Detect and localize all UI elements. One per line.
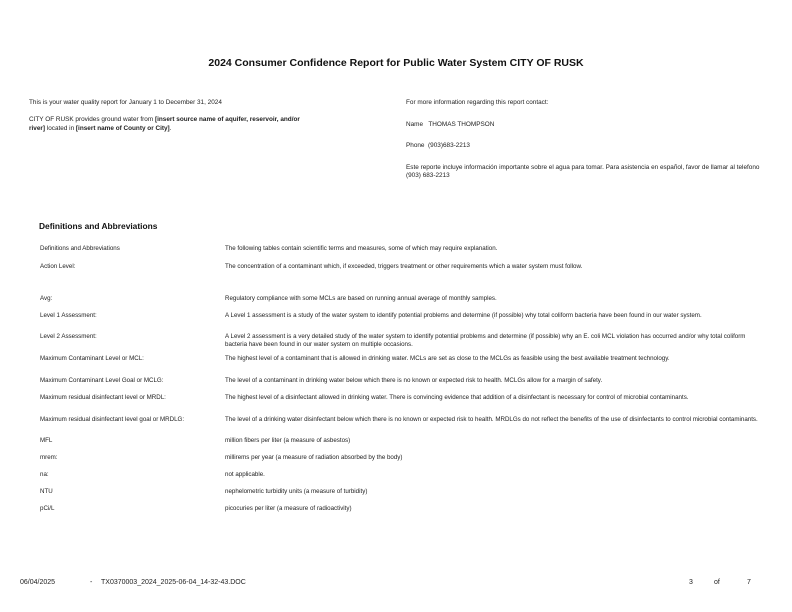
footer-page-total: 7 bbox=[747, 579, 751, 586]
definition-term: MFL bbox=[40, 437, 53, 444]
definition-desc: A Level 2 assessment is a very detailed study of the water system to identify potential problems and determine (if possible) why an E. coli MCL violation has occurred and/or why total coliform bacteria have been found in our water system on multiple occasions. bbox=[225, 333, 746, 349]
water-source-statement bbox=[29, 116, 309, 133]
definition-desc: nephelometric turbidity units (a measure of turbidity) bbox=[225, 488, 368, 495]
definition-desc: The level of a drinking water disinfectant below which there is no known or expected risk to health. MRDLGs do not reflect the benefits of the use of disinfectants to control microbial contaminants. bbox=[225, 416, 758, 423]
definition-term: Maximum Contaminant Level or MCL: bbox=[40, 355, 144, 362]
definition-term: Maximum Contaminant Level Goal or MCLG: bbox=[40, 377, 164, 384]
intro-section bbox=[29, 99, 329, 142]
definition-desc: The level of a contaminant in drinking water below which there is no known or expected risk to health. MCLGs allow for a margin of safety. bbox=[225, 377, 603, 384]
definition-desc: The highest level of a disinfectant allowed in drinking water. There is convincing evidence that addition of a disinfectant is necessary for control of microbial contaminants. bbox=[225, 394, 689, 401]
footer-separator: - bbox=[90, 579, 93, 586]
source-mid: located in bbox=[45, 124, 76, 132]
definition-term: Action Level: bbox=[40, 263, 76, 270]
definition-term: mrem: bbox=[40, 454, 58, 461]
definition-term: Maximum residual disinfectant level goal or MRDLG: bbox=[40, 416, 185, 423]
footer-of: of bbox=[714, 579, 720, 586]
source-placeholder: [insert source name of aquifer, reservoir, and/or river] bbox=[29, 116, 300, 132]
footer-date: 06/04/2025 bbox=[20, 579, 56, 586]
definition-term: Avg: bbox=[40, 295, 53, 302]
spanish-notice: Este reporte incluye información importante sobre el agua para tomar. Para asistencia en español, favor de llamar al telefono (903) 683-2213 bbox=[406, 163, 760, 180]
contact-heading: For more information regarding this report contact: bbox=[406, 99, 549, 106]
definition-desc: millirems per year (a measure of radiation absorbed by the body) bbox=[225, 454, 403, 461]
definition-desc: not applicable. bbox=[225, 471, 265, 478]
definition-desc: Regulatory compliance with some MCLs are based on running annual average of monthly samples. bbox=[225, 295, 497, 302]
page-title: 2024 Consumer Confidence Report for Public Water System CITY OF RUSK bbox=[208, 57, 584, 69]
definition-term: Definitions and Abbreviations bbox=[40, 245, 120, 252]
source-suffix: . bbox=[169, 124, 172, 132]
definition-term: pCi/L bbox=[40, 505, 55, 512]
footer-page-number: 3 bbox=[689, 579, 693, 586]
definition-desc: A Level 1 assessment is a study of the water system to identify potential problems and determine (if possible) why total coliform bacteria have been found in our water system. bbox=[225, 312, 702, 319]
phone-value: (903)683-2213 bbox=[428, 142, 470, 150]
name-label: Name bbox=[406, 120, 424, 128]
contact-section bbox=[406, 99, 776, 189]
name-value: THOMAS THOMPSON bbox=[428, 120, 495, 128]
footer-filename: TX0370003_2024_2025-06-04_14-32-43.DOC bbox=[101, 579, 246, 586]
definition-term: Level 1 Assessment: bbox=[40, 312, 97, 319]
contact-phone bbox=[406, 142, 776, 151]
definition-term: Level 2 Assessment: bbox=[40, 333, 97, 340]
definition-desc: million fibers per liter (a measure of asbestos) bbox=[225, 437, 351, 444]
phone-label: Phone bbox=[406, 142, 425, 150]
definition-term: na: bbox=[40, 471, 49, 478]
source-prefix: CITY OF RUSK provides ground water from bbox=[29, 116, 155, 124]
definition-term: NTU bbox=[40, 488, 53, 495]
definitions-heading: Definitions and Abbreviations bbox=[39, 221, 158, 231]
definition-term: Maximum residual disinfectant level or MRDL: bbox=[40, 394, 166, 401]
definition-desc: picocuries per liter (a measure of radioactivity) bbox=[225, 505, 352, 512]
report-period: This is your water quality report for January 1 to December 31, 2024 bbox=[29, 99, 222, 106]
definition-desc: The concentration of a contaminant which, if exceeded, triggers treatment or other requirements which a water system must follow. bbox=[225, 263, 583, 270]
definition-desc: The following tables contain scientific terms and measures, some of which may require explanation. bbox=[225, 245, 498, 252]
contact-name bbox=[406, 121, 776, 130]
county-placeholder: [insert name of County or City] bbox=[75, 124, 170, 132]
definition-desc: The highest level of a contaminant that is allowed in drinking water. MCLs are set as close to the MCLGs as feasible using the best available treatment technology. bbox=[225, 355, 670, 362]
